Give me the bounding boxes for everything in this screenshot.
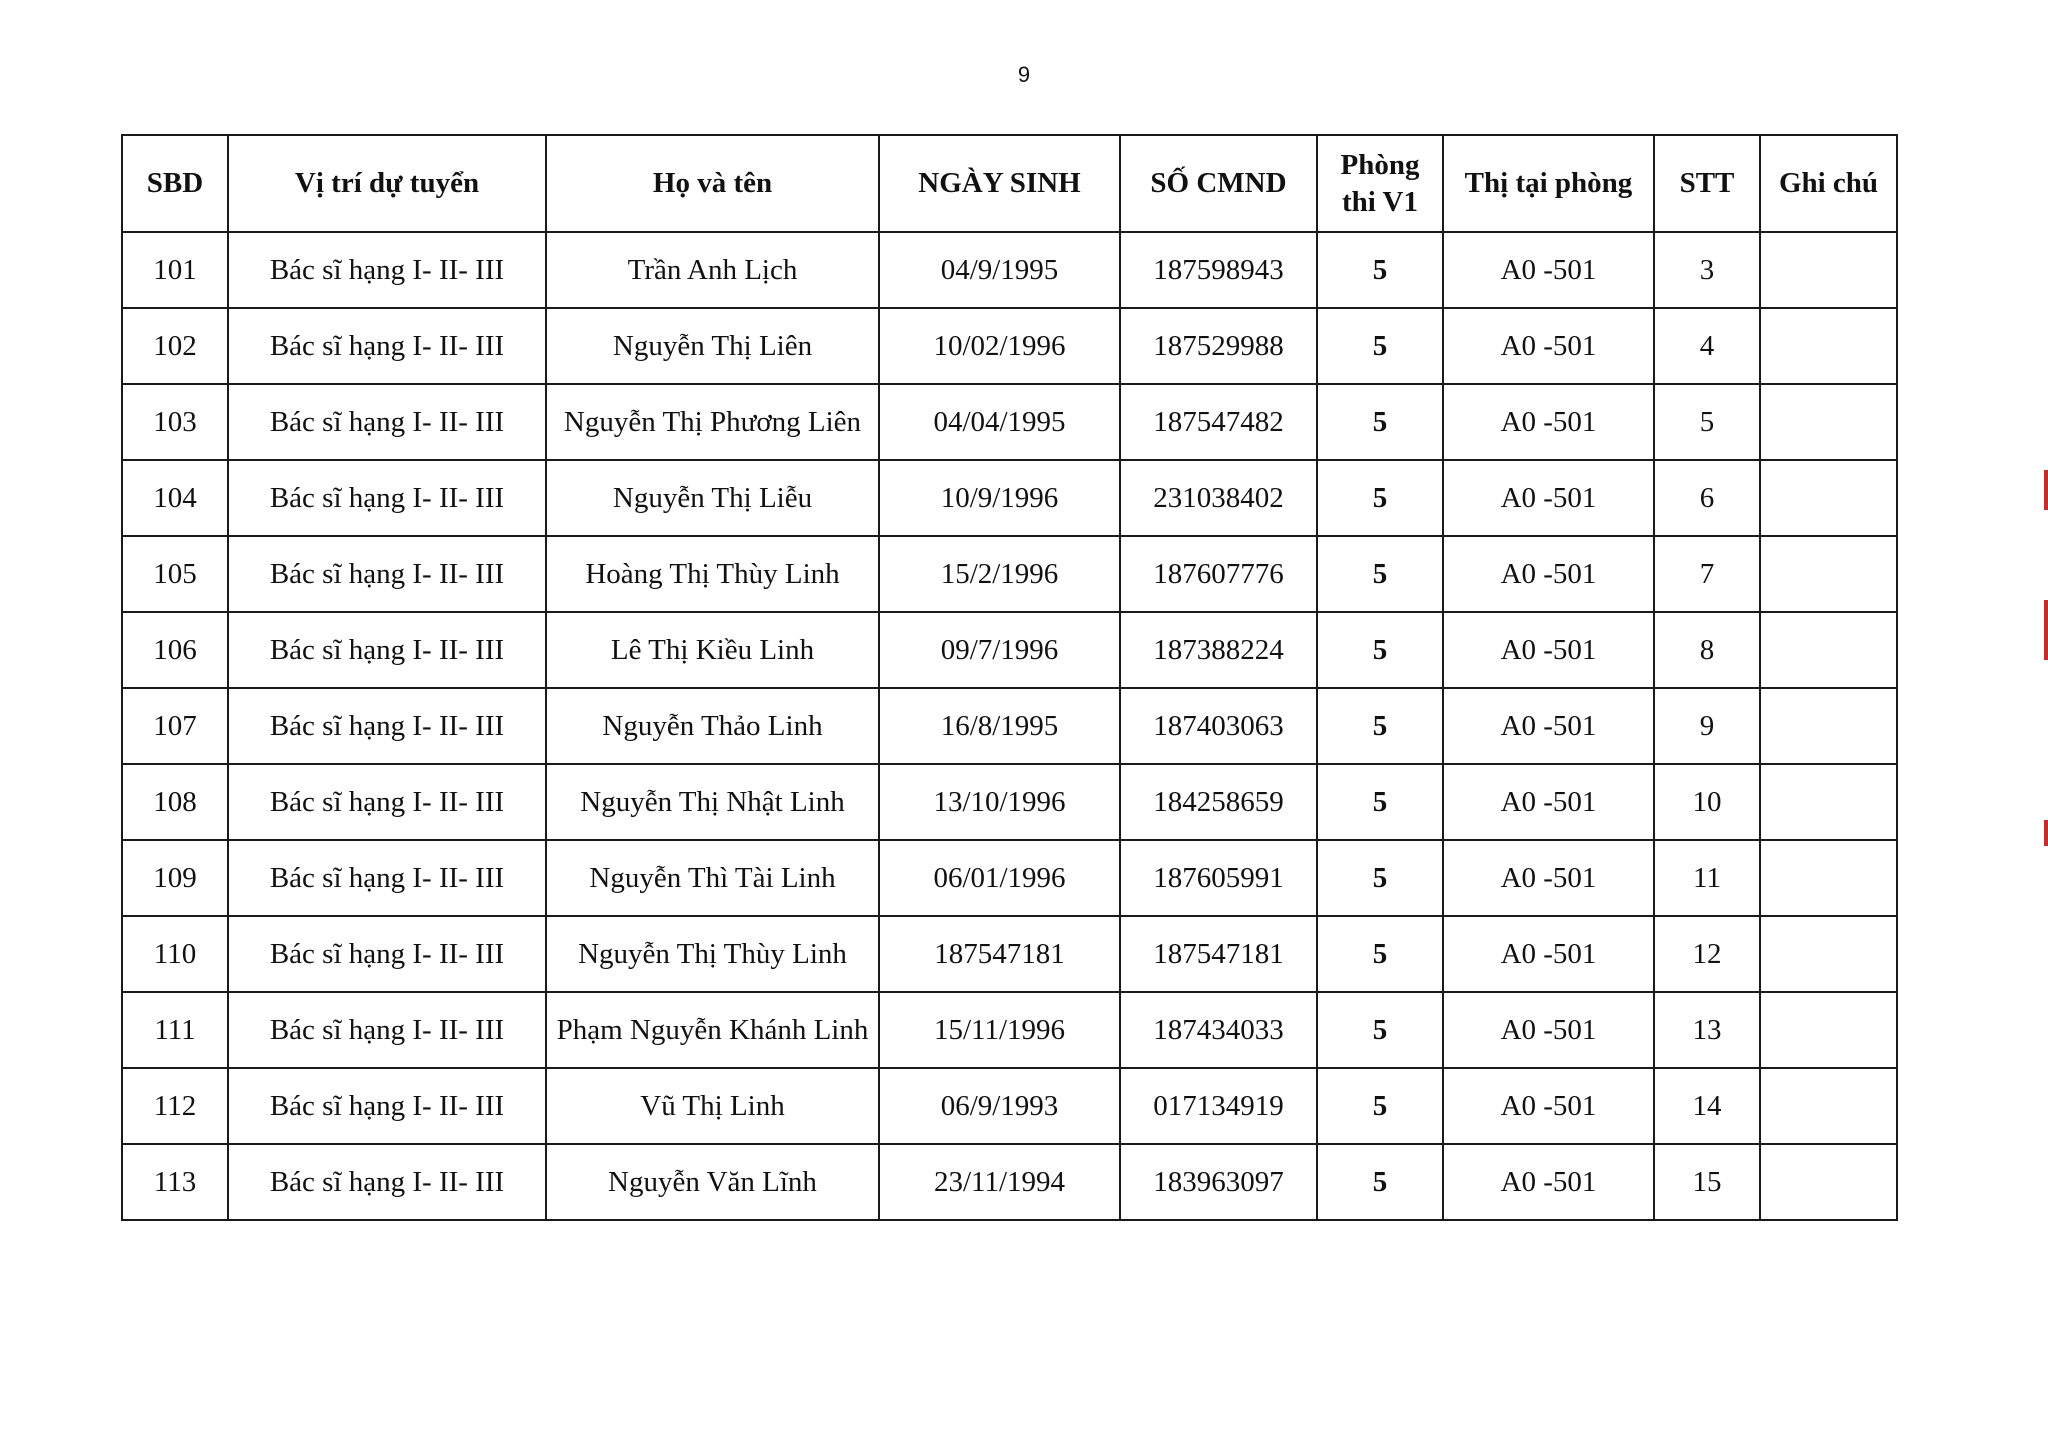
cell-stt: 6 [1654,460,1760,536]
header-room-v1-line1: Phòng [1340,149,1420,182]
cell-note [1760,992,1897,1068]
cell-sbd: 113 [122,1144,228,1220]
header-stt: STT [1654,135,1760,232]
cell-dob: 23/11/1994 [879,1144,1120,1220]
cell-exam-room: A0 -501 [1443,1068,1654,1144]
cell-position: Bác sĩ hạng I- II- III [228,840,546,916]
cell-name: Nguyễn Thị Liên [546,308,879,384]
cell-room-v1: 5 [1317,536,1443,612]
cell-exam-room: A0 -501 [1443,916,1654,992]
cell-exam-room: A0 -501 [1443,688,1654,764]
cell-dob: 15/2/1996 [879,536,1120,612]
cell-id-number: 184258659 [1120,764,1317,840]
cell-exam-room: A0 -501 [1443,308,1654,384]
cell-position: Bác sĩ hạng I- II- III [228,1144,546,1220]
header-position: Vị trí dự tuyển [228,135,546,232]
cell-dob: 15/11/1996 [879,992,1120,1068]
cell-name: Lê Thị Kiều Linh [546,612,879,688]
cell-note [1760,536,1897,612]
cell-position: Bác sĩ hạng I- II- III [228,232,546,308]
header-room-v1-line2: thi V1 [1341,185,1418,218]
header-note: Ghi chú [1760,135,1897,232]
cell-dob: 04/04/1995 [879,384,1120,460]
cell-dob: 187547181 [879,916,1120,992]
cell-note [1760,840,1897,916]
cell-position: Bác sĩ hạng I- II- III [228,916,546,992]
table-row [122,764,1897,840]
cell-dob: 09/7/1996 [879,612,1120,688]
cell-note [1760,1144,1897,1220]
cell-position: Bác sĩ hạng I- II- III [228,992,546,1068]
cell-sbd: 112 [122,1068,228,1144]
cell-note [1760,688,1897,764]
cell-position: Bác sĩ hạng I- II- III [228,612,546,688]
cell-dob: 06/9/1993 [879,1068,1120,1144]
cell-note [1760,384,1897,460]
header-exam-room: Thị tại phòng [1443,135,1654,232]
cell-id-number: 183963097 [1120,1144,1317,1220]
cell-exam-room: A0 -501 [1443,840,1654,916]
cell-stt: 14 [1654,1068,1760,1144]
table-row [122,1144,1897,1220]
cell-name: Nguyễn Thị Liễu [546,460,879,536]
header-id-number: SỐ CMND [1120,135,1317,232]
cell-stt: 5 [1654,384,1760,460]
cell-position: Bác sĩ hạng I- II- III [228,1068,546,1144]
cell-sbd: 108 [122,764,228,840]
cell-id-number: 187388224 [1120,612,1317,688]
header-dob: NGÀY SINH [879,135,1120,232]
cell-note [1760,916,1897,992]
cell-exam-room: A0 -501 [1443,992,1654,1068]
cell-room-v1: 5 [1317,232,1443,308]
cell-room-v1: 5 [1317,1068,1443,1144]
cell-note [1760,232,1897,308]
table-row [122,612,1897,688]
edge-stamp-mark [2044,470,2048,510]
cell-position: Bác sĩ hạng I- II- III [228,688,546,764]
cell-exam-room: A0 -501 [1443,384,1654,460]
cell-position: Bác sĩ hạng I- II- III [228,536,546,612]
cell-exam-room: A0 -501 [1443,612,1654,688]
cell-room-v1: 5 [1317,460,1443,536]
cell-sbd: 105 [122,536,228,612]
cell-sbd: 110 [122,916,228,992]
cell-id-number: 017134919 [1120,1068,1317,1144]
cell-name: Nguyễn Thị Phương Liên [546,384,879,460]
cell-note [1760,612,1897,688]
header-name: Họ và tên [546,135,879,232]
cell-id-number: 187607776 [1120,536,1317,612]
cell-sbd: 106 [122,612,228,688]
cell-stt: 9 [1654,688,1760,764]
cell-stt: 8 [1654,612,1760,688]
cell-id-number: 187529988 [1120,308,1317,384]
cell-name: Phạm Nguyễn Khánh Linh [546,992,879,1068]
cell-id-number: 231038402 [1120,460,1317,536]
cell-stt: 12 [1654,916,1760,992]
cell-name: Nguyễn Thì Tài Linh [546,840,879,916]
header-sbd: SBD [122,135,228,232]
cell-dob: 04/9/1995 [879,232,1120,308]
cell-room-v1: 5 [1317,1144,1443,1220]
cell-room-v1: 5 [1317,840,1443,916]
edge-stamp-mark [2044,600,2048,660]
table-header-row [122,135,1897,232]
cell-room-v1: 5 [1317,308,1443,384]
cell-id-number: 187605991 [1120,840,1317,916]
cell-sbd: 109 [122,840,228,916]
cell-room-v1: 5 [1317,384,1443,460]
cell-stt: 13 [1654,992,1760,1068]
cell-position: Bác sĩ hạng I- II- III [228,764,546,840]
cell-note [1760,764,1897,840]
cell-sbd: 107 [122,688,228,764]
cell-name: Nguyễn Thảo Linh [546,688,879,764]
cell-stt: 15 [1654,1144,1760,1220]
cell-name: Nguyễn Thị Thùy Linh [546,916,879,992]
header-room-v1 [1317,135,1443,232]
cell-name: Vũ Thị Linh [546,1068,879,1144]
cell-id-number: 187434033 [1120,992,1317,1068]
cell-name: Hoàng Thị Thùy Linh [546,536,879,612]
cell-stt: 4 [1654,308,1760,384]
cell-name: Nguyễn Văn Lĩnh [546,1144,879,1220]
cell-sbd: 101 [122,232,228,308]
cell-dob: 16/8/1995 [879,688,1120,764]
cell-stt: 3 [1654,232,1760,308]
cell-exam-room: A0 -501 [1443,232,1654,308]
cell-dob: 10/9/1996 [879,460,1120,536]
cell-room-v1: 5 [1317,916,1443,992]
cell-dob: 13/10/1996 [879,764,1120,840]
table-row [122,840,1897,916]
cell-note [1760,460,1897,536]
cell-sbd: 103 [122,384,228,460]
cell-id-number: 187547181 [1120,916,1317,992]
cell-dob: 06/01/1996 [879,840,1120,916]
cell-note [1760,1068,1897,1144]
cell-exam-room: A0 -501 [1443,460,1654,536]
cell-id-number: 187403063 [1120,688,1317,764]
cell-name: Nguyễn Thị Nhật Linh [546,764,879,840]
table-row [122,536,1897,612]
cell-position: Bác sĩ hạng I- II- III [228,384,546,460]
page-number: 9 [1017,62,1031,87]
cell-position: Bác sĩ hạng I- II- III [228,308,546,384]
table-row [122,232,1897,308]
cell-room-v1: 5 [1317,612,1443,688]
cell-room-v1: 5 [1317,688,1443,764]
table-row [122,384,1897,460]
cell-id-number: 187547482 [1120,384,1317,460]
cell-sbd: 111 [122,992,228,1068]
cell-name: Trần Anh Lịch [546,232,879,308]
cell-stt: 7 [1654,536,1760,612]
cell-exam-room: A0 -501 [1443,536,1654,612]
cell-note [1760,308,1897,384]
table-row [122,460,1897,536]
cell-dob: 10/02/1996 [879,308,1120,384]
cell-sbd: 104 [122,460,228,536]
edge-stamp-mark [2044,820,2048,846]
cell-exam-room: A0 -501 [1443,764,1654,840]
cell-stt: 10 [1654,764,1760,840]
cell-id-number: 187598943 [1120,232,1317,308]
cell-sbd: 102 [122,308,228,384]
cell-room-v1: 5 [1317,992,1443,1068]
table-row [122,1068,1897,1144]
table-row [122,992,1897,1068]
cell-room-v1: 5 [1317,764,1443,840]
table-row [122,916,1897,992]
cell-exam-room: A0 -501 [1443,1144,1654,1220]
table-row [122,688,1897,764]
table-row [122,308,1897,384]
candidate-table [121,134,1898,1221]
cell-stt: 11 [1654,840,1760,916]
cell-position: Bác sĩ hạng I- II- III [228,460,546,536]
